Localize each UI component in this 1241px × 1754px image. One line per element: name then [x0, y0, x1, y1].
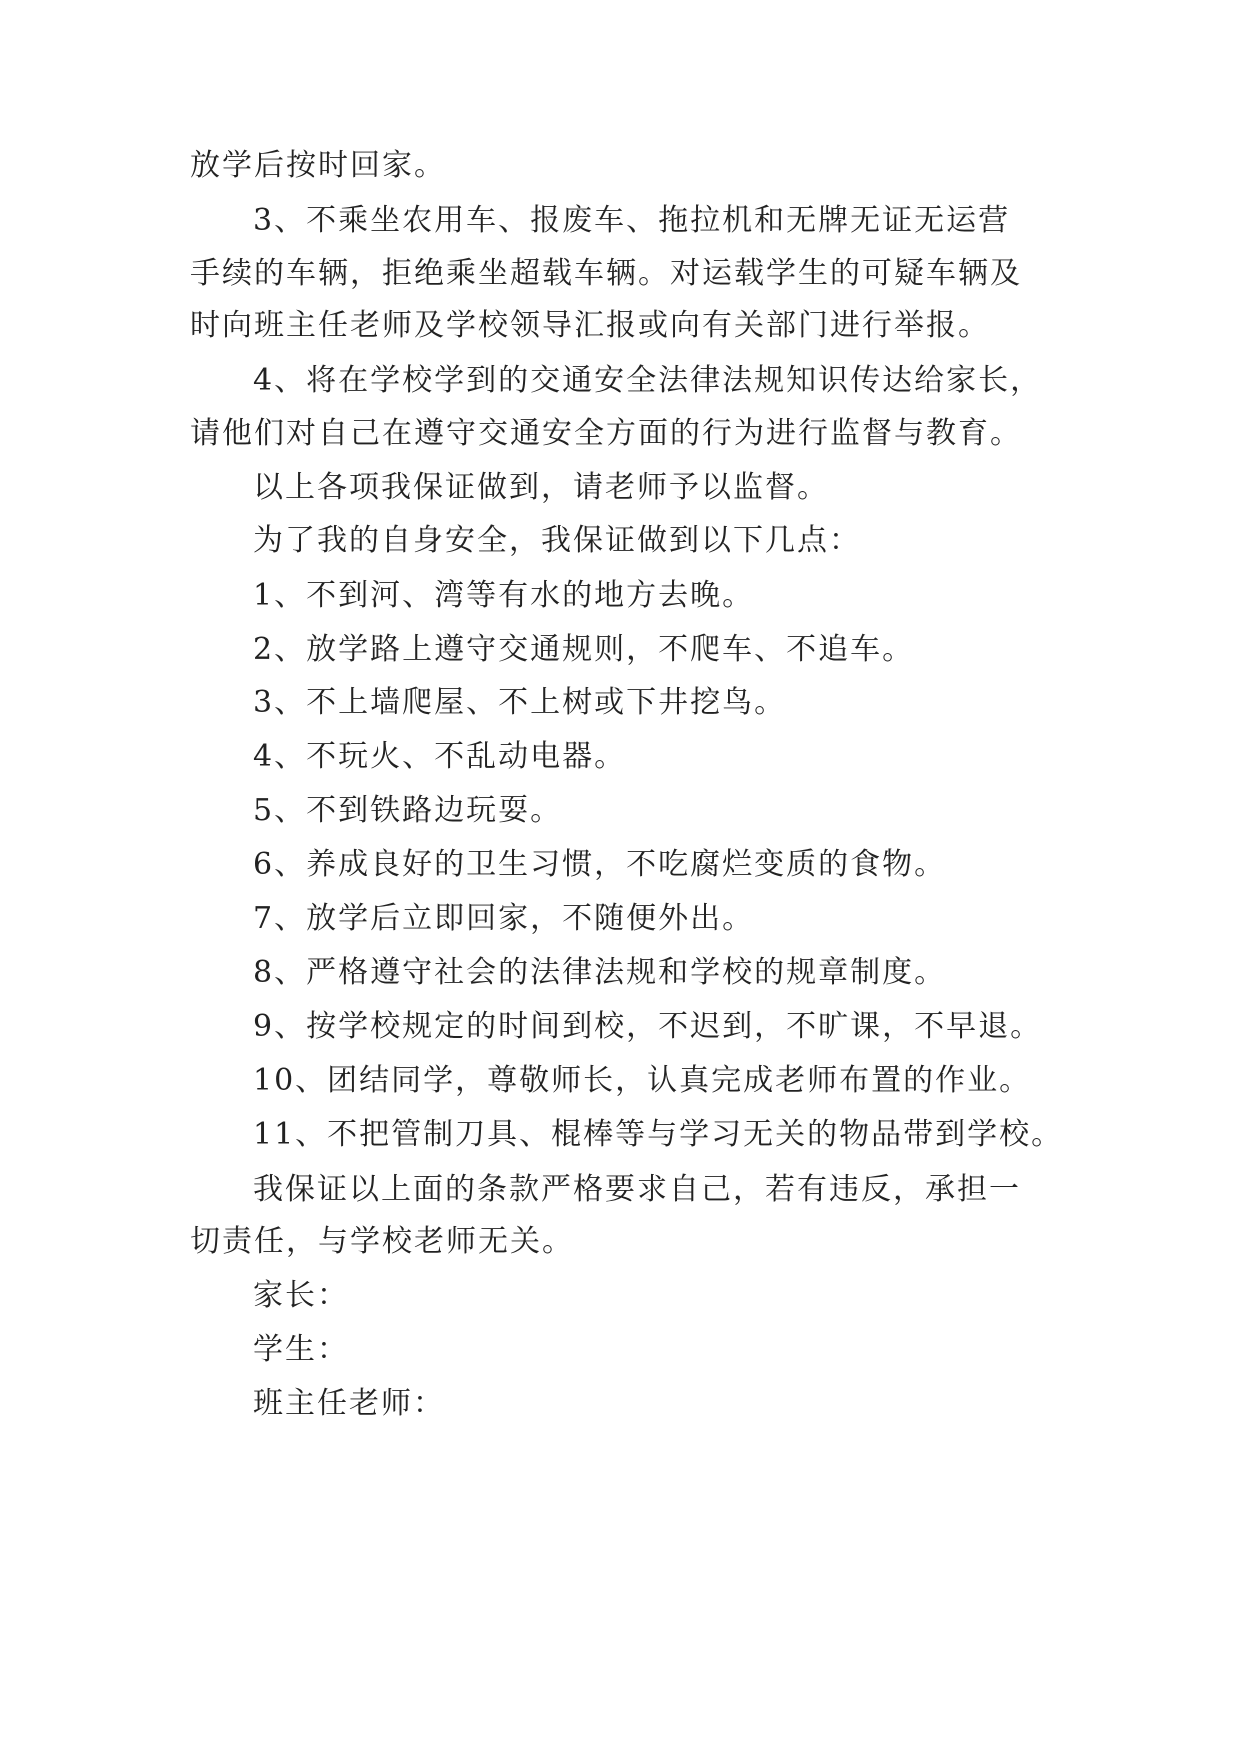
text-line: 4、将在学校学到的交通安全法律法规知识传达给家长， [253, 363, 1043, 398]
text-line: 以上各项我保证做到，请老师予以监督。 [253, 470, 829, 505]
text-line: 时向班主任老师及学校领导汇报或向有关部门进行举报。 [190, 308, 990, 343]
text-line: 放学后按时回家。 [190, 148, 446, 183]
text-line: 10、团结同学，尊敬师长，认真完成老师布置的作业。 [253, 1063, 1032, 1098]
text-line: 11、不把管制刀具、棍棒等与学习无关的物品带到学校。 [253, 1117, 1064, 1152]
text-line: 6、养成良好的卫生习惯，不吃腐烂变质的食物。 [253, 847, 947, 882]
signature-label-teacher: 班主任老师： [253, 1386, 445, 1421]
text-line: 3、不上墙爬屋、不上树或下井挖鸟。 [253, 685, 787, 720]
text-line: 为了我的自身安全，我保证做到以下几点： [253, 523, 861, 558]
text-line: 请他们对自己在遵守交通安全方面的行为进行监督与教育。 [190, 416, 1022, 451]
text-line: 7、放学后立即回家，不随便外出。 [253, 901, 755, 936]
text-line: 切责任，与学校老师无关。 [190, 1224, 574, 1259]
text-line: 手续的车辆，拒绝乘坐超载车辆。对运载学生的可疑车辆及 [190, 256, 1022, 291]
text-line: 8、严格遵守社会的法律法规和学校的规章制度。 [253, 955, 947, 990]
text-line: 我保证以上面的条款严格要求自己，若有违反，承担一 [253, 1172, 1021, 1207]
signature-label-student: 学生： [253, 1332, 349, 1367]
text-line: 1、不到河、湾等有水的地方去晚。 [253, 578, 755, 613]
text-line: 4、不玩火、不乱动电器。 [253, 739, 627, 774]
text-line: 3、不乘坐农用车、报废车、拖拉机和无牌无证无运营 [253, 203, 1011, 238]
text-line: 5、不到铁路边玩耍。 [253, 793, 563, 828]
signature-label-parent: 家长： [253, 1278, 349, 1313]
text-line: 2、放学路上遵守交通规则，不爬车、不追车。 [253, 632, 915, 667]
text-line: 9、按学校规定的时间到校，不迟到，不旷课，不早退。 [253, 1009, 1043, 1044]
